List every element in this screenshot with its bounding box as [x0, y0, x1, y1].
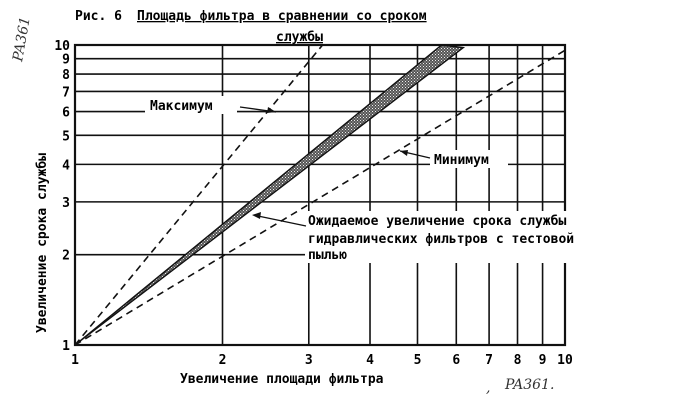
figure-number: Рис. 6: [75, 9, 122, 24]
annotation-band-arrow: [258, 216, 306, 226]
chart-title-line-2: службы: [276, 30, 323, 45]
x-axis-title: Увеличение площади фильтра: [180, 372, 384, 387]
y-tick-label-2: 2: [62, 248, 70, 264]
y-tick-label-4: 4: [62, 158, 70, 174]
y-tick-label-10: 10: [54, 39, 70, 54]
series-lines: [75, 45, 565, 345]
x-tick-label-9: 9: [538, 353, 547, 368]
y-tick-labels: [54, 39, 70, 354]
y-tick-label-6: 6: [62, 105, 70, 121]
annotation-band-line-1: Ожидаемое увеличение срока службы: [308, 214, 567, 229]
x-tick-labels: [71, 353, 573, 368]
x-tick-label-3: 3: [304, 353, 313, 368]
handwritten-mark-bottom: ,: [486, 380, 491, 396]
y-tick-label-9: 9: [62, 52, 70, 68]
chart-title-line-1: Площадь фильтра в сравнении со сроком: [137, 9, 427, 24]
x-tick-label-2: 2: [218, 353, 227, 368]
x-tick-label-6: 6: [452, 353, 461, 368]
annotation-band-line-2: гидравлических фильтров с тестовой: [308, 232, 575, 247]
x-tick-label-10: 10: [557, 353, 573, 368]
y-tick-label-5: 5: [62, 129, 70, 145]
y-tick-label-7: 7: [62, 85, 70, 101]
y-axis-title: Увеличение срока службы: [35, 152, 50, 333]
x-tick-label-7: 7: [485, 353, 494, 368]
annotation-max-label: Максимум: [150, 99, 213, 114]
annotation-band-arrowhead: [252, 212, 261, 219]
y-tick-label-8: 8: [62, 68, 70, 84]
x-tick-label-4: 4: [366, 353, 374, 368]
annotation-band: [252, 211, 667, 263]
expected-band: [75, 45, 463, 345]
handwritten-note-left: PA361: [10, 15, 34, 63]
handwritten-note-bottom: PA361.: [505, 377, 555, 393]
y-tick-label-3: 3: [62, 195, 70, 211]
expected-band-area: [75, 45, 463, 345]
y-tick-label-1: 1: [62, 339, 70, 354]
annotation-band-line-3: пылью: [308, 248, 348, 263]
annotation-min-label: Минимум: [434, 153, 489, 168]
x-tick-label-1: 1: [71, 353, 79, 368]
annotation-max-arrowhead: [267, 107, 276, 113]
series-line-minimum: [75, 50, 565, 345]
x-tick-label-5: 5: [413, 353, 422, 368]
x-tick-label-8: 8: [513, 353, 522, 368]
series-line-maximum: [75, 45, 323, 345]
annotation-min: [400, 150, 508, 168]
annotation-min-arrowhead: [400, 150, 408, 156]
